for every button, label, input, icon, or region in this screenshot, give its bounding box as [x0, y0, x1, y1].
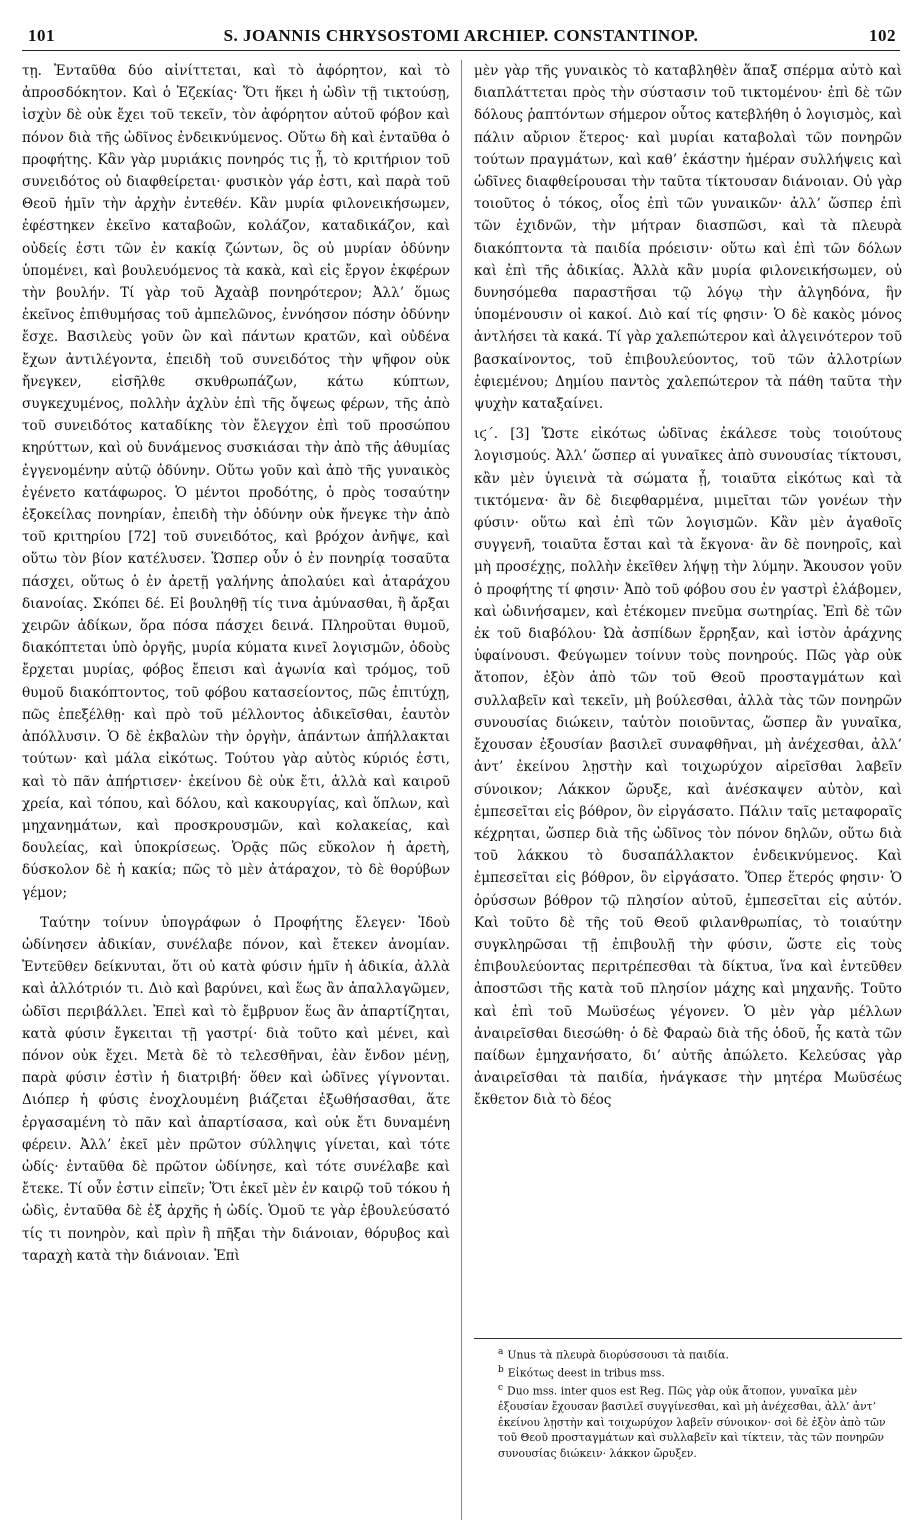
- paragraph: ιϛ΄. [3] Ὥστε εἰκότως ὠδῖνας ἐκάλεσε τοὺς τοιούτους λογισμούς. Ἀλλ’ ὥσπερ αἱ γυναῖκες ἀπὸ συνουσίας τίκτουσι, κἂν μὲν ὑγιεινὰ τὰ σώματα ᾖ, τοιαῦτα εἰκότως καὶ τὰ τικτόμενα· ἂν δὲ διεφθαρμένα, μιμεῖται τῶν γονέων τὴν φύσιν· οὕτω καὶ ἐπὶ τῶν λογισμῶν. Κἂν μὲν ἀγαθοῖς συγγενῆ, τοιαῦτα ἔσται καὶ τὰ ἔκγονα· ἂν δὲ πονηροῖς, καὶ μὴ προσέχῃς, πολλὴν ἐκεῖθεν λήψῃ τὴν λύμην. Ἄκουσον γοῦν ὁ προφήτης τί φησιν· Ἀπὸ τοῦ φόβου σου ἐν γαστρὶ ἐλάβομεν, καὶ ὠδινήσαμεν, καὶ ἐτέκομεν πνεῦμα σωτηρίας. Ἐπὶ δὲ τῶν ἐκ τοῦ διαβόλου· Ὠὰ ἀσπίδων ἔρρηξαν, καὶ ἱστὸν ἀράχνης ὑφαίνουσι. Φεύγωμεν τοίνυν τοὺς πονηρούς. Πῶς γὰρ οὐκ ἄτοπον, ἐξὸν ἀπὸ τῶν τοῦ Θεοῦ προσταγμάτων καὶ συλλαβεῖν καὶ τεκεῖν, μὴ βούλεσθαι, ἀλλὰ τὰς τῶν πονηρῶν συνουσίας διώκειν, ταὐτὸν ποιοῦντας, ὥσπερ ἂν γυναῖκα, ἔχουσαν ἐξουσίαν βασιλεῖ συναφθῆναι, μὴ ἀνέχεσθαι, ἀλλ’ ἀντ’ ἐκείνου λῃστὴν καὶ τοιχωρύχον αἱρεῖσθαι λαβεῖν σύνοικον; Λάκκον ὤρυξε, καὶ ἀνέσκαψεν αὐτὸν, καὶ ἐμπεσεῖται εἰς βόθρον, ὃν εἰργάσατο. Πάλιν ταῖς μεταφοραῖς κέχρηται, ὥσπερ διὰ τῆς ὠδῖνος τὸν πόνον δηλῶν, οὕτω διὰ τοῦ λάκκου τὸ δυσαπάλλακτον ἐνδεικνύμενος. Καὶ ἐμπεσεῖται εἰς βόθρον, ὃν εἰργάσατο. Ὅπερ ἕτερός φησιν· Ὁ ὀρύσσων βόθρον τῷ πλησίον αὐτοῦ, ἐμπεσεῖται εἰς αὐτόν. Καὶ τοῦτο δὲ τῆς τοῦ Θεοῦ φιλανθρωπίας, τὸ τοιαύτην συγκληρῶσαι τῇ ἐπιβουλῇ τὴν φύσιν, ὥστε εἰς τοὺς ἐπιβουλεύοντας περιτρέπεσθαι τὰ δίκτυα, ἵνα καὶ ἐντεῦθεν ἀποστῶσι τῆς κατὰ τοῦ πλησίον μάχης καὶ μηχανῆς. Τοῦτο καὶ ἐπὶ τοῦ Μωϋσέως γέγονεν. Ὁ μὲν γὰρ μέλλων ἀναιρεῖσθαι διεσώθη· ὁ δὲ Φαραὼ διὰ τῆς ὁδοῦ, ἧς κατὰ τῶν παίδων ἐμηχανήσατο, δι’ αὐτῆς ἀπώλετο. Κελεύσας γὰρ ἀναιρεῖσθαι τὰ παιδία, ἠνάγκασε τὴν μητέρα Μωϋσέως ἔκθετον διὰ τὸ δέος: [474, 426, 902, 1109]
- column-divider: [461, 60, 462, 1520]
- page: [22, 20, 900, 1525]
- footnote: [474, 1345, 902, 1363]
- footnote-text: Duo mss. inter quos est Reg. Πῶς γὰρ οὐκ ἄτοπον, γυναῖκα μὲν ἐξουσίαν ἔχουσαν βασιλεῖ συγγίνεσθαι, καὶ μὴ ἀνέχεσθαι, ἀλλ’ ἀντ’ ἐκείνου λῃστὴν καὶ τοιχωρύχον λαβεῖν σύνοικον· σοὶ δὲ ἐξὸν ἀπὸ τῶν τοῦ Θεοῦ προσταγμάτων καὶ συλλαβεῖν καὶ τίκτειν, τὰς τῶν πονηρῶν συνουσίας διώκειν· λάκκον ὤρυξεν.: [498, 1384, 886, 1460]
- page-number-right: 102: [869, 26, 896, 45]
- left-column: [22, 60, 450, 1520]
- footnotes: [474, 1338, 902, 1461]
- footnote-text: Unus τὰ πλευρὰ διορύσσουσι τὰ παιδία.: [507, 1348, 729, 1362]
- text-columns: [22, 60, 900, 1520]
- running-title: S. JOANNIS CHRYSOSTOMI ARCHIEP. CONSTANTINOP.: [223, 26, 699, 45]
- footnote-text: Εἰκότως deest in tribus mss.: [507, 1366, 665, 1380]
- footnote-mark: c: [498, 1383, 504, 1394]
- footnote: [474, 1381, 902, 1461]
- footnote-mark: b: [498, 1365, 504, 1376]
- paragraph: Ταύτην τοίνυν ὑπογράφων ὁ Προφήτης ἔλεγεν· Ἰδοὺ ὠδίνησεν ἀδικίαν, συνέλαβε πόνον, καὶ ἔτεκεν ἀνομίαν. Ἐντεῦθεν δείκνυται, ὅτι οὐ κατὰ φύσιν ἡμῖν ἡ ἀδικία, ἀλλὰ καὶ ἀλλότριόν τι. Διὸ καὶ βαρύνει, καὶ ἕως ἂν ἀπαλλαγῶμεν, ὠδῖσι περιβάλλει. Ἐπεὶ καὶ τὸ ἔμβρυον ἕως ἂν ἀπαρτίζηται, κατὰ φύσιν ἔγκειται τῇ γαστρί· διὰ τοῦτο καὶ μένει, καὶ πόνον οὐκ ἔχει. Μετὰ δὲ τὸ τελεσθῆναι, ἐὰν ἔνδον μένῃ, παρὰ φύσιν ἐστὶν ἡ διατριβή· ὅθεν καὶ ὠδῖνες γίγνονται. Διόπερ ἡ φύσις ἐνοχλουμένη βιάζεται ἐξωθήσασθαι, ἅτε ἐργασαμένη τὸ πᾶν καὶ ἀπαρτίσασα, καὶ οὐκ ἔτι δυναμένη φέρειν. Ἀλλ’ ἐκεῖ μὲν πρῶτον σύλληψις γίνεται, καὶ τότε ὠδίς· ἐνταῦθα δὲ πρῶτον ὠδίνησε, καὶ τότε συνέλαβε καὶ ἔτεκε. Τί οὖν ἐστιν εἰπεῖν; Ὅτι ἐκεῖ μὲν ἐν καιρῷ τοῦ τόκου ἡ ὠδὶς, ἐνταῦθα δὲ ἐξ ἀρχῆς ἡ ὠδίς. Ὁμοῦ τε γὰρ ἐβουλεύσατό τίς τι πονηρὸν, καὶ πρὶν ἢ πῆξαι τὴν διάνοιαν, θόρυβος καὶ ταραχὴ κατὰ τὴν διάνοιαν. Ἐπὶ: [22, 914, 450, 1264]
- right-column: [474, 60, 902, 1200]
- footnote-mark: a: [498, 1347, 504, 1357]
- running-head: [22, 20, 900, 51]
- paragraph: τῃ. Ἐνταῦθα δύο αἰνίττεται, καὶ τὸ ἀφόρητον, καὶ τὸ ἀπροσδόκητον. Καὶ ὁ Ἐζεκίας· Ὅτι ἥκει ἡ ὠδὶν τῇ τικτούσῃ, ἰσχὺν δὲ οὐκ ἔχει τοῦ τεκεῖν, τὸν ἀφόρητον αὐτοῦ φόβον καὶ πόνον διὰ τῆς ὠδῖνος ἐνδεικνύμενος. Οὕτω δὴ καὶ ἐνταῦθα ὁ προφήτης. Κἂν γὰρ μυριάκις πονηρός τις ᾖ, τὸ κριτήριον τοῦ συνειδότος οὐ διαφθείρεται· φυσικὸν γάρ ἐστι, καὶ παρὰ τοῦ Θεοῦ ἡμῖν τὴν ἀρχὴν ἐντεθέν. Κἂν μυρία φιλονεικήσωμεν, ἐφέστηκεν ἐκεῖνο καταβοῶν, κολάζον, καταδικάζον, καὶ οὐδείς ἐστι τῶν ἐν κακίᾳ ζώντων, ὃς οὐ μυρίαν ὀδύνην ὑπομένει, καὶ βουλευόμενος τὰ κακὰ, καὶ εἰς ἔργον ἐκφέρων τὴν βουλήν. Τί γὰρ τοῦ Ἀχαὰβ πονηρότερον; Ἀλλ’ ὅμως ἐκεῖνος ἐπιθυμήσας τοῦ ἀμπελῶνος, ἐννόησον πόσην ὀδύνην ἔσχε. Βασιλεὺς γοῦν ὢν καὶ πάντων κρατῶν, καὶ οὐδένα ἔχων ἀντιλέγοντα, ἐπειδὴ τοῦ συνειδότος τὴν ψῆφον οὐκ ἤνεγκεν, εἰσῆλθε σκυθρωπάζων, κάτω κύπτων, συγκεχυμένος, πολλὴν ἀχλὺν ἐπὶ τῆς ὄψεως φέρων, τῆς ἀπὸ τοῦ συνειδότος καταδίκης τὸν ἔλεγχον ἐπὶ τοῦ προσώπου κηρύττων, καὶ οὐ δυνάμενος συσκιάσαι τὴν ἀπὸ τῆς ἀθυμίας ἐγγενομένην αὐτῷ ὀδύνην. Οὕτω γοῦν καὶ ἀπὸ τῆς γυναικὸς ἐγένετο κατάφωρος. Ὁ μέντοι προδότης, ὁ πρὸς τοσαύτην ἐξοκείλας πονηρίαν, ἐπειδὴ τὴν ὀδύνην οὐκ ἤνεγκε τὴν ἀπὸ τοῦ κριτηρίου [72] τοῦ συνειδότος, καὶ βρόχον ἀνῆψε, καὶ οὕτω τὸν βίον κατέλυσεν. Ὥσπερ οὖν ὁ ἐν πονηρίᾳ τοσαῦτα πάσχει, οὕτως ὁ ἐν ἀρετῇ γαλήνης ἀπολαύει καὶ ἀταράχου διανοίας. Σκόπει δέ. Εἰ βουληθῇ τίς τινα ἀμύνασθαι, ἢ ἄρξαι χειρῶν ἀδίκων, ὅρα πόσα πάσχει δεινά. Πληροῦται θυμοῦ, διακόπτεται ὑπὸ ὀργῆς, μυρία κύματα κινεῖ λογισμῶν, ὀδοὺς ἔρχεται μυρίας, φόβος ἔπεισι καὶ ἀγωνία καὶ τρόμος, τοῦ θυμοῦ διακόπτοντος, τοῦ φόβου κατασείοντος, πῶς ἐπιτύχῃ, πῶς ἐπεξέλθῃ· καὶ πρὸ τοῦ μέλλοντος ἀδικεῖσθαι, ἑαυτὸν ἀπόλλυσιν. Ὁ δὲ ἐκβαλὼν τὴν ὀργὴν, ἁπάντων ἀπήλλακται τούτων· καὶ μάλα εἰκότως. Τούτου γὰρ αὐτὸς κύριός ἐστι, καὶ τὸ πᾶν ἀπήρτισεν· ἐκείνου δὲ οὐκ ἔτι, ἀλλὰ καὶ καιροῦ χρεία, καὶ τόπου, καὶ δόλου, καὶ κακουργίας, καὶ ὅπλων, καὶ μηχανημάτων, καὶ προσκρουσμῶν, καὶ κολακείας, καὶ δουλείας, καὶ ὑποκρίσεως. Ὁρᾷς πῶς εὔκολον ἡ ἀρετὴ, δύσκολον δὲ ἡ κακία; πῶς τὸ μὲν ἀτάραχον, τὸ δὲ θορύβων γέμον;: [22, 63, 450, 901]
- page-number-left: 101: [28, 26, 55, 45]
- footnote: [474, 1363, 902, 1381]
- paragraph: μὲν γὰρ τῆς γυναικὸς τὸ καταβληθὲν ἅπαξ σπέρμα αὐτὸ καὶ διαπλάττεται πρὸς τὴν σύστασιν τοῦ τικτομένου· ἐπὶ δὲ τῶν δόλους ῥαπτόντων σήμερον οὗτος κατεβλήθη ὁ λογισμὸς, καὶ πάλιν αὔριον ἕτερος· καὶ μυρίαι καταβολαὶ τῶν πονηρῶν τούτων πραγμάτων, καὶ καθ’ ἑκάστην ἡμέραν συλλήψεις καὶ ὠδῖνες διαφθείρουσαι τὴν ταῦτα τίκτουσαν διάνοιαν. Οὐ γὰρ τοιοῦτος ὁ τόκος, οἷος ἐπὶ τῶν γυναικῶν· ἀλλ’ ὥσπερ ἐπὶ τῶν ἐχιδνῶν, τὴν μήτραν διασπῶσι, καὶ τὰ πλευρὰ διακόπτοντα τὰ παιδία πρόεισιν· οὕτω καὶ ἐπὶ τῶν δόλων καὶ ἐπὶ τῆς ἀδικίας. Ἀλλὰ κἂν μυρία φιλονεικήσωμεν, οὐ δυνησόμεθα παραστῆσαι τῷ λόγῳ τὴν ἀλγηδόνα, ἣν ὑπομένουσιν οἱ κακοί. Διὸ καί τίς φησιν· Ὁ δὲ κακὸς μόνος ἀντλήσει τὰ κακά. Τί γὰρ χαλεπώτερον καὶ ἀλγεινότερον τοῦ βασκαίνοντος, τοῦ ἐπιβουλεύοντος, τοῦ τῶν ἀλλοτρίων ἐφιεμένου; Δημίου παντὸς χαλεπώτερον τὰ πάθη ταῦτα τὴν ψυχὴν καταξαίνει.: [474, 63, 902, 413]
